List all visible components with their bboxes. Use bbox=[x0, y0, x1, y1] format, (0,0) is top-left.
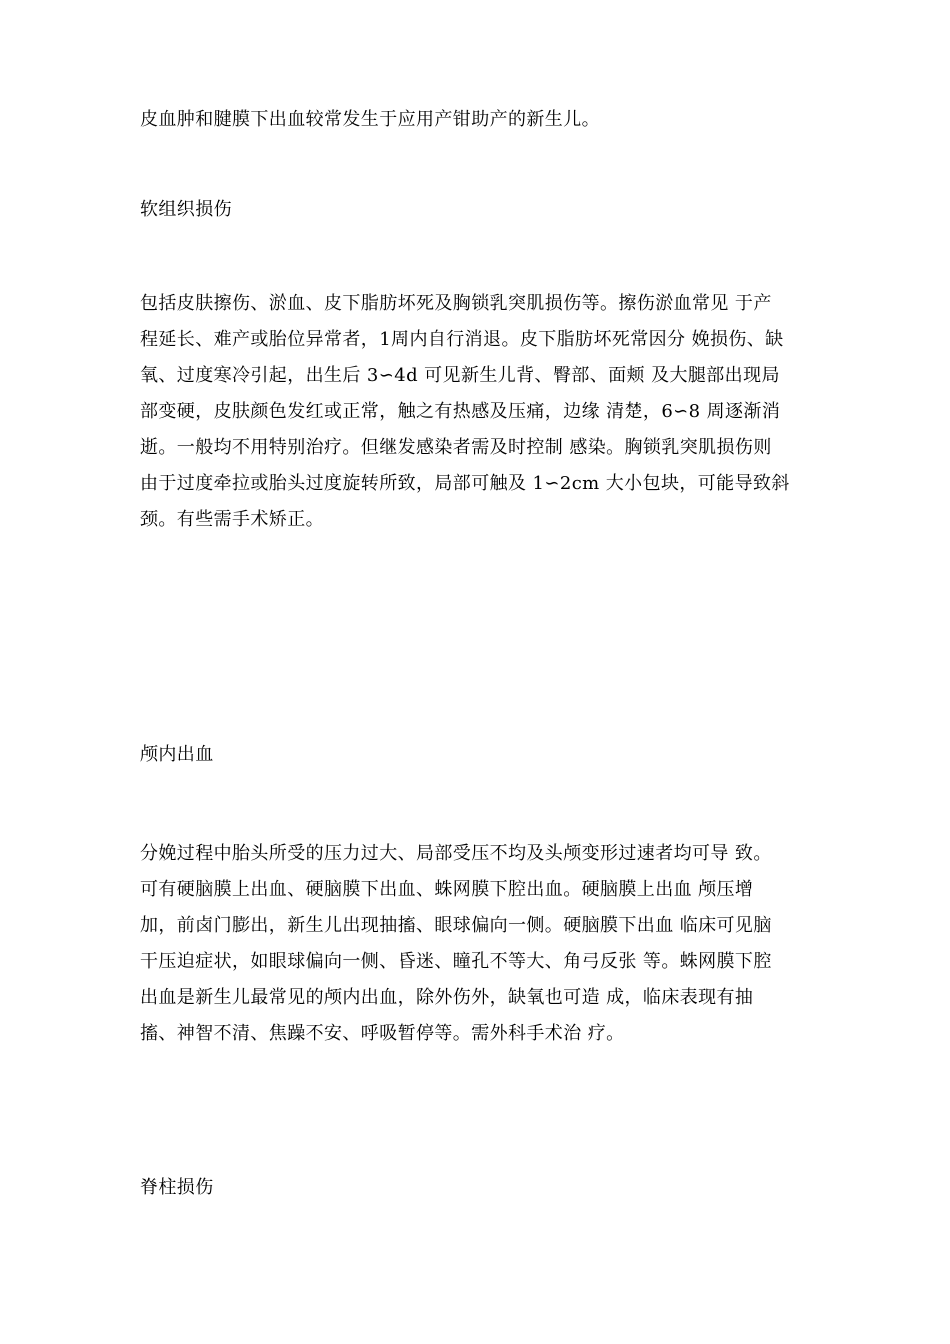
paragraph-line: 可有硬脑膜上出血、硬脑膜下出血、蛛网膜下腔出血。硬脑膜上出血 颅压增 bbox=[140, 879, 754, 900]
intracranial-paragraph bbox=[140, 836, 820, 1052]
intro-paragraph bbox=[140, 102, 820, 138]
paragraph-line: 部变硬，皮肤颜色发红或正常，触之有热感及压痛，边缘 清楚，6∽8 周逐渐消 bbox=[140, 401, 781, 422]
section-heading-soft-tissue-injury: 软组织损伤 bbox=[140, 199, 232, 220]
paragraph-line: 程延长、难产或胎位异常者，1周内自行消退。皮下脂肪坏死常因分 娩损伤、缺 bbox=[140, 329, 784, 350]
paragraph-line: 搐、神智不清、焦躁不安、呼吸暂停等。需外科手术治 疗。 bbox=[140, 1023, 625, 1044]
paragraph-line: 逝。一般均不用特别治疗。但继发感染者需及时控制 感染。胸锁乳突肌损伤则 bbox=[140, 437, 772, 458]
paragraph-line: 氧、过度寒冷引起，出生后 3∽4d 可见新生儿背、臀部、面颊 及大腿部出现局 bbox=[140, 365, 780, 386]
paragraph-line: 由于过度牵拉或胎头过度旋转所致，局部可触及 1∽2cm 大小包块，可能导致斜 bbox=[140, 473, 790, 494]
soft-tissue-paragraph bbox=[140, 286, 820, 538]
section-heading-intracranial-hemorrhage: 颅内出血 bbox=[140, 744, 214, 765]
paragraph-line: 颈。有些需手术矫正。 bbox=[140, 509, 324, 530]
section-heading-spine-injury: 脊柱损伤 bbox=[140, 1177, 214, 1198]
paragraph-line: 出血是新生儿最常见的颅内出血，除外伤外，缺氧也可造 成，临床表现有抽 bbox=[140, 987, 754, 1008]
paragraph-line: 包括皮肤擦伤、淤血、皮下脂肪坏死及胸锁乳突肌损伤等。擦伤淤血常见 于产 bbox=[140, 293, 772, 314]
paragraph-line: 加，前卤门膨出，新生儿出现抽搐、眼球偏向一侧。硬脑膜下出血 临床可见脑 bbox=[140, 915, 772, 936]
paragraph-line: 皮血肿和腱膜下出血较常发生于应用产钳助产的新生儿。 bbox=[140, 109, 600, 130]
paragraph-line: 干压迫症状，如眼球偏向一侧、昏迷、瞳孔不等大、角弓反张 等。蛛网膜下腔 bbox=[140, 951, 772, 972]
paragraph-line: 分娩过程中胎头所受的压力过大、局部受压不均及头颅变形过速者均可导 致。 bbox=[140, 843, 772, 864]
